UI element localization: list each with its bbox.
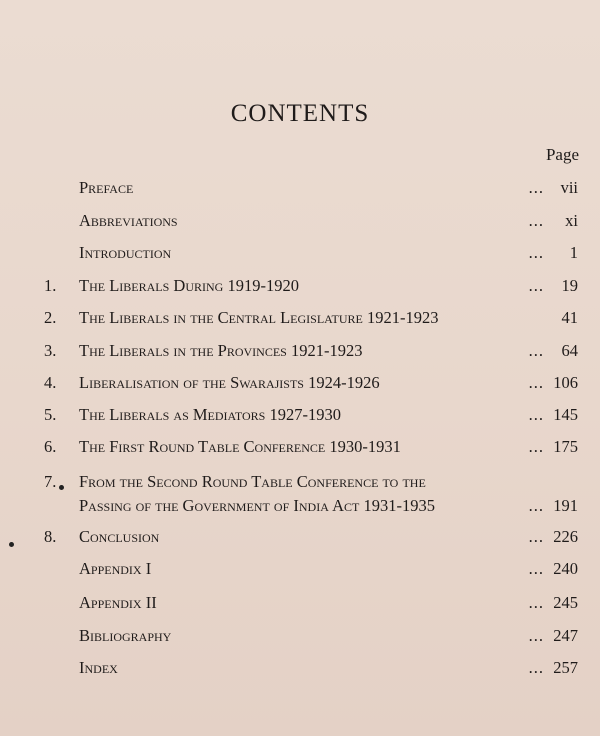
dot-leader: ... (528, 496, 544, 515)
entry-page: 145 (553, 405, 578, 424)
entry-title: The Liberals as Mediators 1927-1930 (79, 405, 341, 424)
dot-leader: ... (528, 276, 544, 295)
entry-page: 247 (553, 626, 578, 645)
entry-title: Abbreviations (79, 211, 178, 230)
entry-page: 1 (569, 243, 578, 262)
dot-leader: ... (528, 178, 544, 197)
entry-title: Index (79, 658, 118, 677)
dot-leader: ... (528, 211, 544, 230)
entry-page: xi (565, 211, 578, 230)
toc-entry-continued (0, 494, 600, 518)
entry-title: Bibliography (79, 626, 172, 645)
page-column-label: Page (545, 145, 579, 164)
entry-page: 41 (561, 308, 578, 327)
dot-leader: ... (528, 559, 544, 578)
entry-number: 7. (44, 472, 57, 491)
entry-title: Appendix I (79, 559, 152, 578)
entry-page: 240 (553, 559, 578, 578)
toc-entry (0, 403, 600, 427)
entry-title: Conclusion (79, 527, 160, 546)
dot-leader: ... (528, 243, 544, 262)
entry-title-line2: Passing of the Government of India Act 1931-1935 (79, 496, 435, 515)
toc-entry (0, 339, 600, 363)
entry-title: The Liberals in the Provinces 1921-1923 (79, 341, 363, 360)
entry-number: 2. (44, 308, 57, 327)
toc-entry (0, 306, 600, 330)
entry-number: 6. (44, 437, 57, 456)
dot-leader: ... (528, 527, 544, 546)
entry-page: 257 (553, 658, 578, 677)
entry-page: 106 (553, 373, 578, 392)
entry-number: 1. (44, 276, 57, 295)
dot-leader: ... (528, 593, 544, 612)
dot-leader: ... (528, 405, 544, 424)
toc-entry (0, 624, 600, 648)
entry-title: From the Second Round Table Conference to the (79, 472, 426, 491)
toc-entry (0, 470, 600, 494)
toc-entry (0, 557, 600, 581)
dot-leader: ... (528, 373, 544, 392)
toc-entry (0, 435, 600, 459)
toc-entry (0, 591, 600, 615)
entry-number: 3. (44, 341, 57, 360)
ink-dot (59, 485, 64, 490)
entry-page: 191 (553, 496, 578, 515)
entry-title: Appendix II (79, 593, 157, 612)
entry-page: 175 (553, 437, 578, 456)
toc-entry (0, 656, 600, 680)
entry-title: The First Round Table Conference 1930-1931 (79, 437, 401, 456)
entry-page: 245 (553, 593, 578, 612)
entry-title: The Liberals in the Central Legislature 1921-1923 (79, 308, 439, 327)
toc-entry (0, 371, 600, 395)
entry-page: 64 (561, 341, 578, 360)
dot-leader: ... (528, 437, 544, 456)
toc-entry (0, 176, 600, 200)
toc-entry (0, 525, 600, 549)
entry-number: 5. (44, 405, 57, 424)
entry-title: Preface (79, 178, 134, 197)
dot-leader: ... (528, 626, 544, 645)
entry-page: vii (560, 178, 578, 197)
entry-number: 4. (44, 373, 57, 392)
entry-page: 19 (561, 276, 578, 295)
entry-title: The Liberals During 1919-1920 (79, 276, 299, 295)
toc-entry (0, 274, 600, 298)
dot-leader: ... (528, 658, 544, 677)
page-title: CONTENTS (230, 100, 370, 127)
entry-number: 8. (44, 527, 57, 546)
entry-title: Introduction (79, 243, 172, 262)
toc-entry (0, 209, 600, 233)
entry-title: Liberalisation of the Swarajists 1924-1926 (79, 373, 380, 392)
toc-entry (0, 241, 600, 265)
dot-leader: ... (528, 341, 544, 360)
entry-page: 226 (553, 527, 578, 546)
